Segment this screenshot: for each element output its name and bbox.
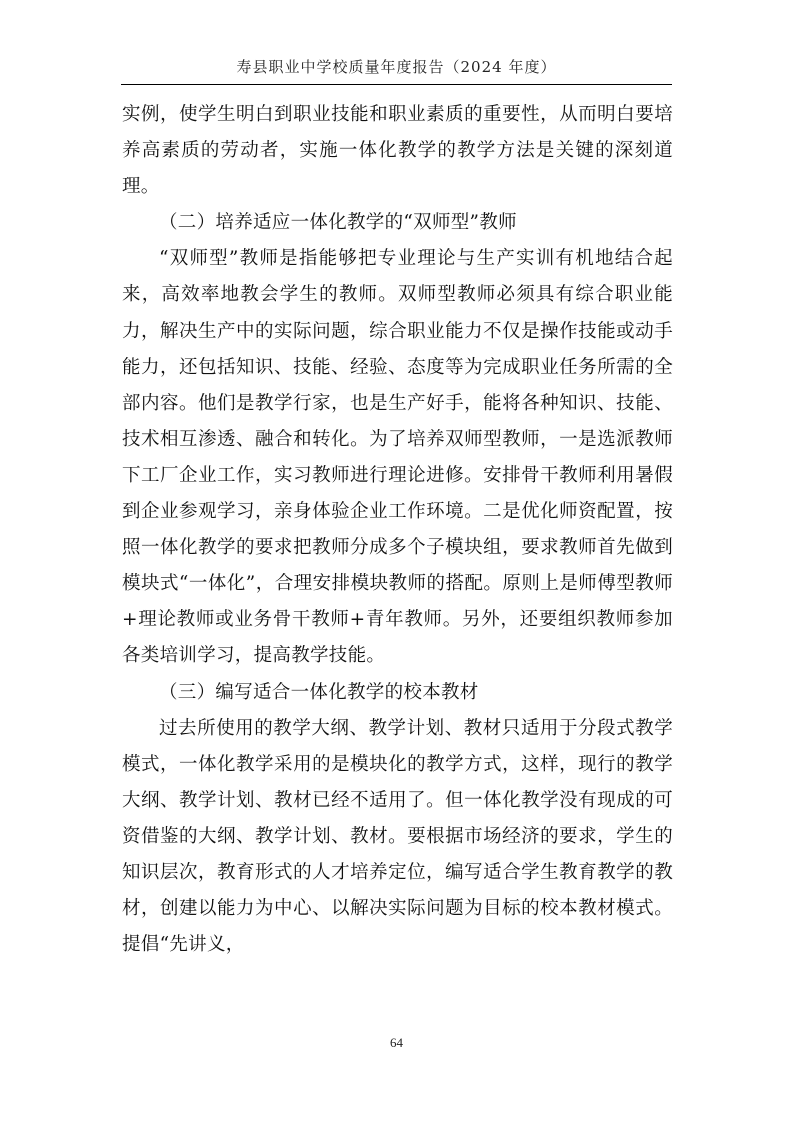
section-heading-2: （二）培养适应一体化教学的“双师型”教师 bbox=[159, 212, 517, 234]
paragraph-textbooks: 过去所使用的教学大纲、教学计划、教材只适用于分段式教学模式，一体化教学采用的是模块化的教学方式，这样，现行的教学大纲、教学计划、教材已经不适用了。但一体化教学没有现成的可资借鉴的大纲、教学计划、教材。要根据市场经济的要求，学生的知识层次，教育形式的人才培养定位，编写适合学生教育教学的教材，创建以能力为中心、以解决实际问题为目标的校本教材模式。提倡“先讲义， bbox=[122, 717, 673, 956]
page-header: 寿县职业中学校质量年度报告（2024 年度） bbox=[236, 58, 557, 76]
section-heading-3: （三）编写适合一体化教学的校本教材 bbox=[159, 681, 479, 703]
header-rule bbox=[121, 84, 672, 85]
paragraph-continued: 实例，使学生明白到职业技能和职业素质的重要性，从而明白要培养高素质的劳动者，实施一体化教学的教学方法是关键的深刻道理。 bbox=[122, 104, 673, 198]
paragraph-dual-teacher: “双师型”教师是指能够把专业理论与生产实训有机地结合起来，高效率地教会学生的教师。双师型教师必须具有综合职业能力，解决生产中的实际问题，综合职业能力不仅是操作技能或动手能力，还包括知识、技能、经验、态度等为完成职业任务所需的全部内容。他们是教学行家，也是生产好手，能将各种知识、技能、技术相互渗透、融合和转化。为了培养双师型教师，一是选派教师下工厂企业工作，实习教师进行理论进修。安排骨干教师利用暑假到企业参观学习，亲身体验企业工作环境。二是优化师资配置，按照一体化教学的要求把教师分成多个子模块组，要求教师首先做到模块式“一体化”，合理安排模块教师的搭配。原则上是师傅型教师+理论教师或业务骨干教师+青年教师。另外，还要组织教师参加各类培训学习，提高教学技能。 bbox=[122, 248, 673, 667]
page-body bbox=[122, 97, 673, 963]
page-number: 64 bbox=[390, 1035, 403, 1050]
